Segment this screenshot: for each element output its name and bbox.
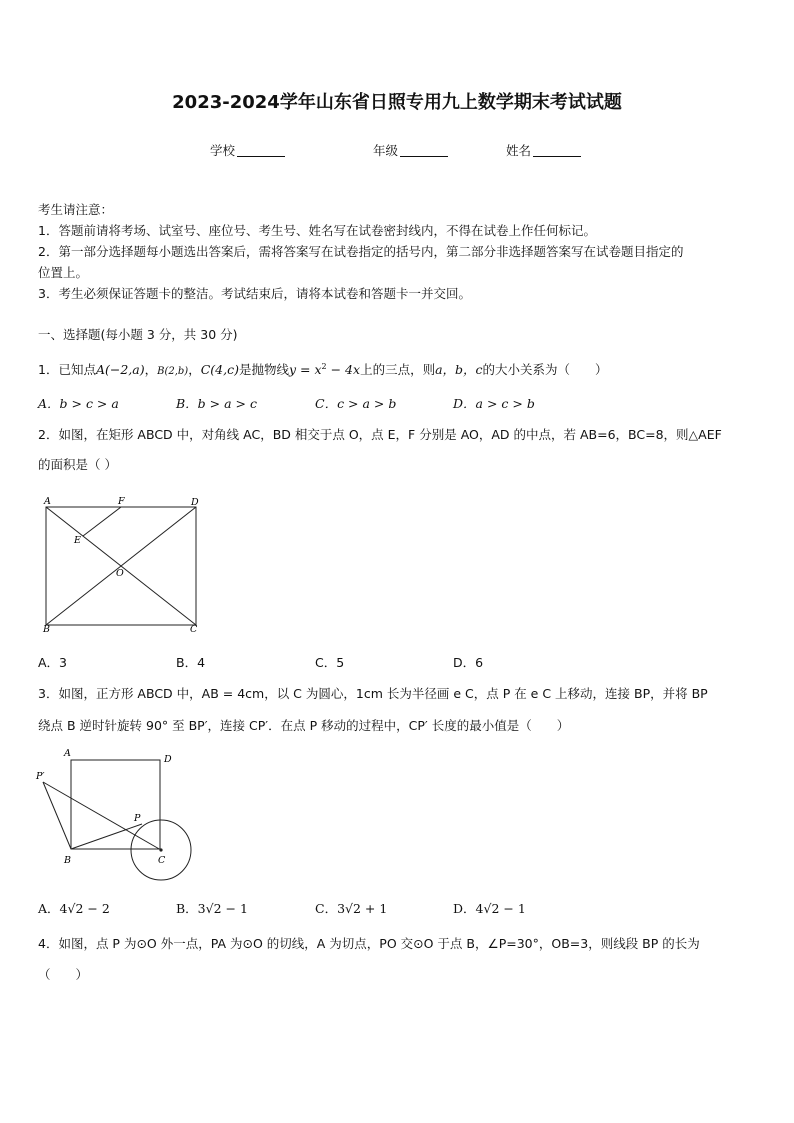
page-title: 2023-2024学年山东省日照专用九上数学期末考试试题 xyxy=(172,92,622,113)
q1-sep2: ， xyxy=(188,362,201,378)
q1-sep1: ， xyxy=(144,362,158,378)
q1-vars: a，b，c xyxy=(435,362,483,378)
q2-rectangle-figure xyxy=(36,494,208,634)
name-field xyxy=(506,141,581,159)
q1-eq-y: y xyxy=(288,362,297,378)
q3-label-c: C xyxy=(158,855,166,866)
section-heading: 一、选择题(每小题 3 分，共 30 分) xyxy=(38,327,238,342)
q3-option-a: A．4√2 − 2 xyxy=(38,901,110,916)
q1-end: 的大小关系为（ ） xyxy=(482,362,608,378)
school-blank xyxy=(237,144,285,157)
question-2-line2: 的面积是（ ） xyxy=(38,457,117,472)
question-4-line1: 4．如图，点 P 为⊙O 外一点，PA 为⊙O 的切线，A 为切点，PO 交⊙O 于点 B，∠P=30°，OB=3，则线段 BP 的长为 xyxy=(38,936,700,951)
q2-label-b: B xyxy=(43,624,50,634)
question-2-line1: 2．如图，在矩形 ABCD 中，对角线 AC，BD 相交于点 O，点 E，F 分别是 AO，AD 的中点，若 AB=6，BC=8，则△AEF xyxy=(38,427,722,442)
q3-option-b: B．3√2 − 1 xyxy=(176,901,248,916)
q2-label-f: F xyxy=(118,496,125,507)
grade-field xyxy=(373,141,448,159)
center-point-c xyxy=(159,848,162,851)
q3-square-figure xyxy=(34,742,200,890)
notice-item-1: 1．答题前请将考场、试室号、座位号、考生号、姓名写在试卷密封线内，不得在试卷上作任何标记。 xyxy=(38,223,596,238)
q2-label-o: O xyxy=(116,568,124,579)
q1-point-c: C(4,c) xyxy=(200,362,239,378)
school-field xyxy=(210,141,285,159)
q3-option-c: C．3√2 + 1 xyxy=(315,901,388,916)
q3-label-d: D xyxy=(164,754,172,765)
grade-label: 年级 xyxy=(373,143,399,158)
q1-option-a: A．b > c > a xyxy=(38,396,119,411)
segment-ef xyxy=(83,507,121,536)
q2-option-d: D．6 xyxy=(453,655,484,670)
q2-label-c: C xyxy=(190,624,198,634)
question-4-line2: （ ） xyxy=(38,967,89,982)
q2-label-d: D xyxy=(191,497,199,508)
q1-point-b: B(2,b) xyxy=(157,366,189,378)
segment-bp-prime xyxy=(43,782,71,849)
q3-label-p: P xyxy=(134,813,141,824)
q1-option-c: C．c > a > b xyxy=(315,396,397,411)
q2-option-c: C．5 xyxy=(315,655,345,670)
q1-option-b: B．b > a > c xyxy=(176,396,257,411)
q1-eq-x: x xyxy=(314,362,322,378)
q3-option-d: D．4√2 − 1 xyxy=(453,901,526,916)
q2-option-a: A．3 xyxy=(38,655,68,670)
square-abcd xyxy=(71,760,160,849)
q3-label-p-prime: P′ xyxy=(36,771,45,782)
q2-option-b: B．4 xyxy=(176,655,206,670)
school-label: 学校 xyxy=(210,143,236,158)
q2-label-a: A xyxy=(44,496,51,507)
q3-label-a: A xyxy=(64,748,71,759)
name-label: 姓名 xyxy=(506,143,532,158)
q1-point-a: A(−2,a) xyxy=(95,362,145,378)
q2-label-e: E xyxy=(74,535,81,546)
question-3-line1: 3．如图，正方形 ABCD 中，AB = 4cm，以 C 为圆心，1cm 长为半径画 e C，点 P 在 e C 上移动，连接 BP，并将 BP xyxy=(38,686,708,701)
q1-mid: 是抛物线 xyxy=(238,362,289,378)
name-blank xyxy=(533,144,581,157)
q1-eq-equals: = xyxy=(296,362,315,378)
notice-item-2: 2．第一部分选择题每小题选出答案后，需将答案写在试卷指定的括号内，第二部分非选择题答案写在试卷题目指定的 xyxy=(38,244,684,259)
question-3-line2: 绕点 B 逆时针旋转 90° 至 BP′，连接 CP′．在点 P 移动的过程中，CP′ 长度的最小值是（ ） xyxy=(38,718,570,733)
grade-blank xyxy=(400,144,448,157)
segment-cp-prime xyxy=(43,782,161,850)
question-1 xyxy=(38,357,608,382)
notice-item-3: 3．考生必须保证答题卡的整洁。考试结束后，请将本试卷和答题卡一并交回。 xyxy=(38,286,471,301)
q1-eq-power: 2 xyxy=(321,362,327,371)
q1-number: 1．已知点 xyxy=(38,362,96,378)
q1-option-d: D．a > c > b xyxy=(453,396,535,411)
q1-tail: 上的三点，则 xyxy=(360,362,436,378)
q3-label-b: B xyxy=(64,855,71,866)
q1-eq-rest: − 4x xyxy=(326,362,361,378)
notice-item-2-cont: 位置上。 xyxy=(38,265,89,280)
notice-heading: 考生请注意： xyxy=(38,202,114,217)
